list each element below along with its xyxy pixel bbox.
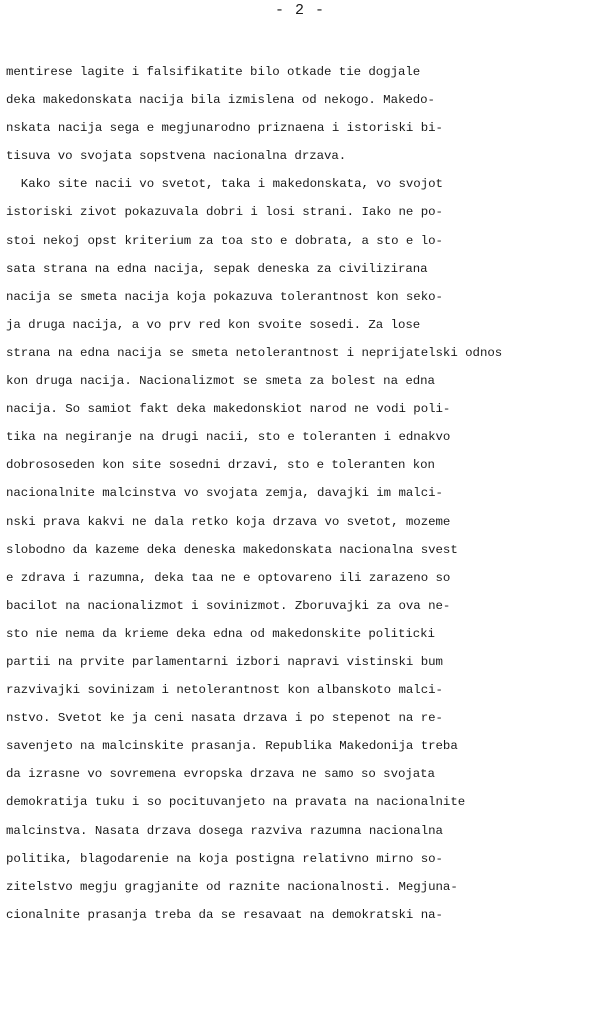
text-line: zitelstvo megju gragjanite od raznite nacionalnosti. Megjuna- xyxy=(6,879,458,894)
text-line: deka makedonskata nacija bila izmislena od nekogo. Makedo- xyxy=(6,93,435,108)
text-line: nstvo. Svetot ke ja ceni nasata drzava i po stepenot na re- xyxy=(6,711,443,726)
text-line: razvivajki sovinizam i netolerantnost kon albanskoto malci- xyxy=(6,683,443,698)
text-line: da izrasne vo sovremena evropska drzava ne samo so svojata xyxy=(6,767,435,782)
text-line: sata strana na edna nacija, sepak deneska za civilizirana xyxy=(6,261,428,276)
body-text xyxy=(6,58,596,929)
text-line: tisuva vo svojata sopstvena nacionalna drzava. xyxy=(6,149,347,164)
text-line: stoi nekoj opst kriterium za toa sto e dobrata, a sto e lo- xyxy=(6,233,443,248)
text-line: tika na negiranje na drugi nacii, sto e toleranten i ednakvo xyxy=(6,430,451,445)
text-line: dobrososeden kon site sosedni drzavi, sto e toleranten kon xyxy=(6,458,435,473)
text-line: e zdrava i razumna, deka taa ne e optovareno ili zarazeno so xyxy=(6,570,451,585)
text-line: malcinstva. Nasata drzava dosega razviva razumna nacionalna xyxy=(6,823,443,838)
text-line: demokratija tuku i so pocituvanjeto na pravata na nacionalnite xyxy=(6,795,466,810)
text-line: politika, blagodarenie na koja postigna relativno mirno so- xyxy=(6,851,443,866)
text-line: partii na prvite parlamentarni izbori napravi vistinski bum xyxy=(6,654,443,669)
text-line: cionalnite prasanja treba da se resavaat na demokratski na- xyxy=(6,907,443,922)
text-line: sto nie nema da krieme deka edna od makedonskite politicki xyxy=(6,626,435,641)
text-line: nacija. So samiot fakt deka makedonskiot narod ne vodi poli- xyxy=(6,402,451,417)
text-line: kon druga nacija. Nacionalizmot se smeta za bolest na edna xyxy=(6,374,435,389)
text-line: mentirese lagite i falsifikatite bilo otkade tie dogjale xyxy=(6,65,421,79)
text-line: ja druga nacija, a vo prv red kon svoite sosedi. Za lose xyxy=(6,317,421,332)
text-line: nacija se smeta nacija koja pokazuva tolerantnost kon seko- xyxy=(6,289,443,304)
text-line: slobodno da kazeme deka deneska makedonskata nacionalna svest xyxy=(6,542,458,557)
text-line: strana na edna nacija se smeta netolerantnost i neprijatelski odnos xyxy=(6,345,503,360)
text-line: nskata nacija sega e megjunarodno priznaena i istoriski bi- xyxy=(6,121,443,136)
text-line: nacionalnite malcinstva vo svojata zemja, davajki im malci- xyxy=(6,486,443,501)
page-number: - 2 - xyxy=(274,2,325,19)
text-line: istoriski zivot pokazuvala dobri i losi strani. Iako ne po- xyxy=(6,205,443,220)
text-line: Kako site nacii vo svetot, taka i makedonskata, vo svojot xyxy=(6,177,443,192)
text-line: savenjeto na malcinskite prasanja. Republika Makedonija treba xyxy=(6,739,458,754)
text-line: nski prava kakvi ne dala retko koja drzava vo svetot, mozeme xyxy=(6,514,451,529)
text-line: bacilot na nacionalizmot i sovinizmot. Zboruvajki za ova ne- xyxy=(6,598,451,613)
